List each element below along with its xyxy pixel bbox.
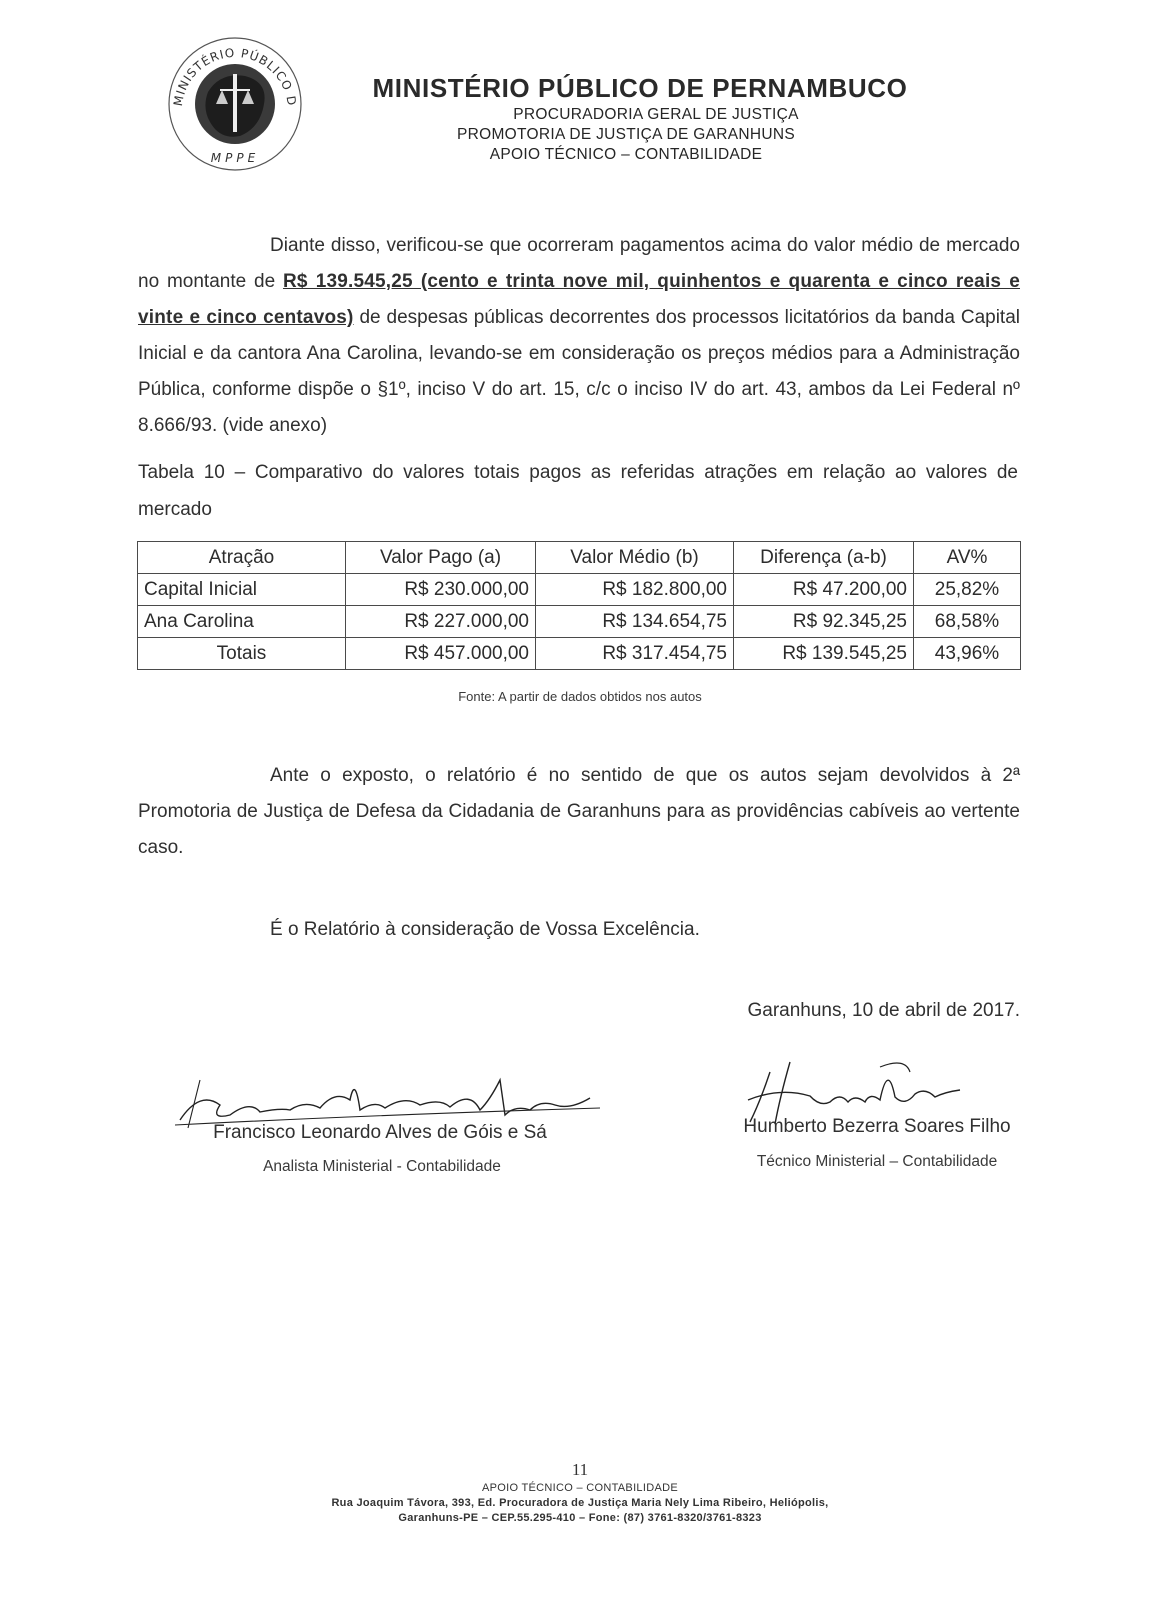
org-subtitle-3: APOIO TÉCNICO – CONTABILIDADE <box>489 146 763 163</box>
paragraph-findings <box>138 228 1020 444</box>
table-cell: R$ 182.800,00 <box>536 574 734 606</box>
signer-right-name: Humberto Bezerra Soares Filho <box>743 1116 1011 1137</box>
col-header-diferenca: Diferença (a-b) <box>734 542 914 574</box>
table-cell: 25,82% <box>914 574 1021 606</box>
signer-left-role: Analista Ministerial - Contabilidade <box>263 1158 501 1175</box>
table-row-totals <box>138 638 1021 670</box>
table-cell: R$ 457.000,00 <box>346 638 536 670</box>
table-cell: Totais <box>138 638 346 670</box>
org-subtitle-1: PROCURADORIA GERAL DE JUSTIÇA <box>513 106 799 123</box>
footer-department: APOIO TÉCNICO – CONTABILIDADE <box>482 1482 678 1494</box>
svg-text:MPPE: MPPE <box>210 151 260 165</box>
page-number: 11 <box>571 1460 589 1479</box>
p1-amount-bold: R$ 139.545,25 (cento e trinta nove mil, quinhentos e quarenta e cinco reais e vinte e cinco centavos) <box>138 271 1020 328</box>
org-subtitle-2: PROMOTORIA DE JUSTIÇA DE GARANHUNS <box>456 126 796 143</box>
p1-text-start: Diante disso, verificou-se que ocorreram pagamentos acima do valor médio de mercado no montante de <box>138 235 1020 292</box>
svg-text:MINISTÉRIO PÚBLICO DE PERNAMBU: MINISTÉRIO PÚBLICO D <box>170 45 300 108</box>
footer-address: Rua Joaquim Távora, 393, Ed. Procuradora de Justiça Maria Nely Lima Ribeiro, Heliópolis, <box>331 1497 829 1509</box>
signer-left-name: Francisco Leonardo Alves de Góis e Sá <box>213 1122 547 1143</box>
table-cell: R$ 230.000,00 <box>346 574 536 606</box>
paragraph-conclusion <box>138 758 1020 866</box>
p1-text-end: de despesas públicas decorrentes dos processos licitatórios da banda Capital Inicial e da cantora Ana Carolina, levando-se em consideração os preços médios para a Administração Pública, conforme dispõe o §1º, inciso V do art. 15, c/c o inciso IV do art. 43, ambos da Lei Federal nº 8.666/93. (vide anexo) <box>138 307 1020 436</box>
org-title: MINISTÉRIO PÚBLICO DE PERNAMBUCO <box>372 73 908 103</box>
p3-text: É o Relatório à consideração de Vossa Excelência. <box>270 919 700 940</box>
table-cell: Capital Inicial <box>138 574 346 606</box>
footer-contact: Garanhuns-PE – CEP.55.295-410 – Fone: (87) 3761-8320/3761-8323 <box>398 1512 762 1524</box>
table-cell: R$ 134.654,75 <box>536 606 734 638</box>
p2-text: Ante o exposto, o relatório é no sentido de que os autos sejam devolvidos à 2ª Promotoria de Justiça de Defesa da Cidadania de Garanhuns para as providências cabíveis ao vertente caso. <box>138 765 1020 858</box>
signer-right-role: Técnico Ministerial – Contabilidade <box>756 1153 998 1170</box>
table-cell: Ana Carolina <box>138 606 346 638</box>
col-header-atracao: Atração <box>138 542 346 574</box>
table-header-row <box>138 542 1021 574</box>
table-row <box>138 574 1021 606</box>
table-source-note: Fonte: A partir de dados obtidos nos autos <box>458 689 702 704</box>
paragraph-closing <box>138 912 1020 948</box>
table-cell: R$ 317.454,75 <box>536 638 734 670</box>
table-cell: R$ 92.345,25 <box>734 606 914 638</box>
document-date: Garanhuns, 10 de abril de 2017. <box>747 1000 1020 1021</box>
table-cell: R$ 227.000,00 <box>346 606 536 638</box>
table-cell: 43,96% <box>914 638 1021 670</box>
col-header-valor-pago: Valor Pago (a) <box>346 542 536 574</box>
col-header-av: AV% <box>914 542 1021 574</box>
table-caption: Tabela 10 – Comparativo do valores totais pagos as referidas atrações em relação ao valores de mercado <box>138 462 1018 520</box>
comparison-table <box>137 541 1021 670</box>
table-cell: 68,58% <box>914 606 1021 638</box>
col-header-valor-medio: Valor Médio (b) <box>536 542 734 574</box>
table-cell: R$ 139.545,25 <box>734 638 914 670</box>
table-row <box>138 606 1021 638</box>
table-cell: R$ 47.200,00 <box>734 574 914 606</box>
